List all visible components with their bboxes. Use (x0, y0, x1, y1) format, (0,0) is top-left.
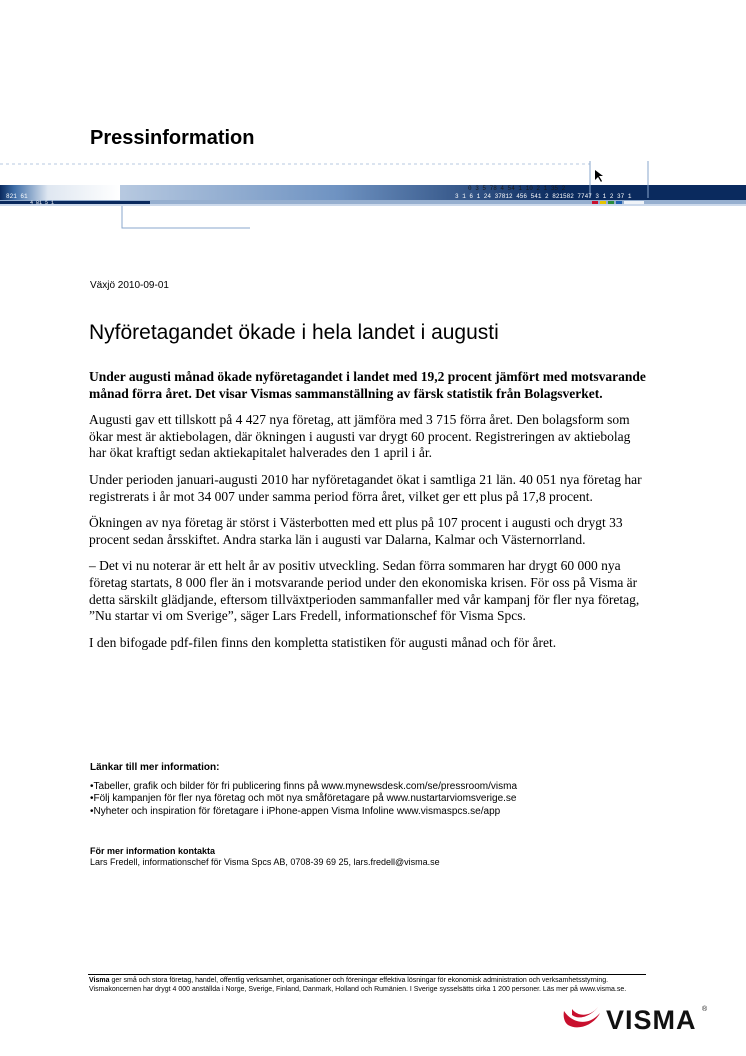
visma-swoosh-icon (564, 1011, 600, 1027)
quote-paragraph: – Det vi nu noterar är ett helt år av positiv utveckling. Sedan förra sommaren har drygt 60 000 nya företag startats, 8 000 fler än i motsvarande period under den ekonomiska krisen. För oss på Visma är detta särskilt glädjande, eftersom tillväxtperioden sammanfaller med vår kampanj för fler nya företag, ”Nu startar vi om Sverige”, säger Lars Fredell, informationschef för Visma Spcs. (89, 558, 640, 624)
page-title: Pressinformation (90, 127, 255, 149)
links-section (90, 762, 690, 818)
footer-divider (88, 974, 646, 975)
contact-heading: För mer information kontakta (90, 846, 216, 856)
links-heading: Länkar till mer information: (90, 762, 220, 773)
visma-logo (562, 1001, 710, 1033)
banner-numbers-bottom: 3 1 6 1 24 37812 456 541 2 821582 7747 3 1 2 37 1 (455, 193, 632, 200)
body-paragraph: Under perioden januari-augusti 2010 har nyföretagandet ökat i samtliga 21 län. 40 051 nya företag har registrerats i år mot 34 007 under samma period förra året, vilket ger ett plus på 17,8 procent. (89, 471, 642, 504)
article-body (89, 369, 649, 661)
lead-paragraph: Under augusti månad ökade nyföretagandet i landet med 19,2 procent jämfört med motsvarande månad förra året. Det visar Vismas sammanställning av färsk statistik från Bolagsverket. (89, 369, 646, 401)
body-paragraph: Augusti gav ett tillskott på 4 427 nya företag, att jämföra med 3 715 förra året. Den bolagsform som ökar mest är aktiebolagen, där ökningen i augusti var drygt 60 procent. Registreringen av aktiebolag har ökat kraftigt sedan aktiekapitalet halverades den 1 april i år. (89, 412, 631, 461)
dateline: Växjö 2010-09-01 (90, 280, 169, 291)
link-item[interactable]: • Följ kampanjen för fler nya företag och möt nya småföretagare på www.nustartarviomsverige.se (90, 793, 690, 806)
link-item[interactable]: • Tabeller, grafik och bilder för fri publicering finns på www.mynewsdesk.com/se/pressroom/visma (90, 781, 690, 794)
footer-about (89, 977, 649, 994)
banner-numbers-top: 0 3 5 78 4 54 1 10 2 1 35 2 (468, 185, 566, 192)
contact-section (90, 846, 440, 868)
headline: Nyföretagandet ökade i hela landet i augusti (89, 321, 499, 344)
body-paragraph: I den bifogade pdf-filen finns den kompletta statistiken för augusti månad och för året. (89, 634, 557, 650)
contact-text[interactable]: Lars Fredell, informationschef för Visma Spcs AB, 0708-39 69 25, lars.fredell@visma.se (90, 857, 440, 867)
links-list (90, 781, 690, 819)
banner-numbers-left: 821 61 (6, 193, 28, 200)
header-banner (0, 158, 746, 230)
link-item[interactable]: • Nyheter och inspiration för företagare i iPhone-appen Visma Infoline www.vismaspcs.se/app (90, 806, 690, 819)
footer-brand: Visma (89, 977, 110, 984)
logo-registered-mark: ® (702, 1006, 708, 1013)
logo-wordmark: VISMA (606, 1005, 697, 1033)
footer-text: ger små och stora företag, handel, offentlig verksamhet, organisationer och föreningar effektiva lösningar för ekonomisk administration och verksamhetsstyrning. Vismakoncernen har drygt 4 000 anställda i Norge, Sverige, Finland, Danmark, Holland och Rumänien. I Sverige sysselsätts cirka 1 200 personer. Läs mer på www.visma.se. (89, 977, 627, 993)
body-paragraph: Ökningen av nya företag är störst i Västerbotten med ett plus på 107 procent i augusti och drygt 33 procent sedan årsskiftet. Andra starka län i augusti var Dalarna, Kalmar och Västernorrland. (89, 515, 623, 547)
banner-numbers-left-2: 4 81 5 1 (30, 200, 55, 206)
